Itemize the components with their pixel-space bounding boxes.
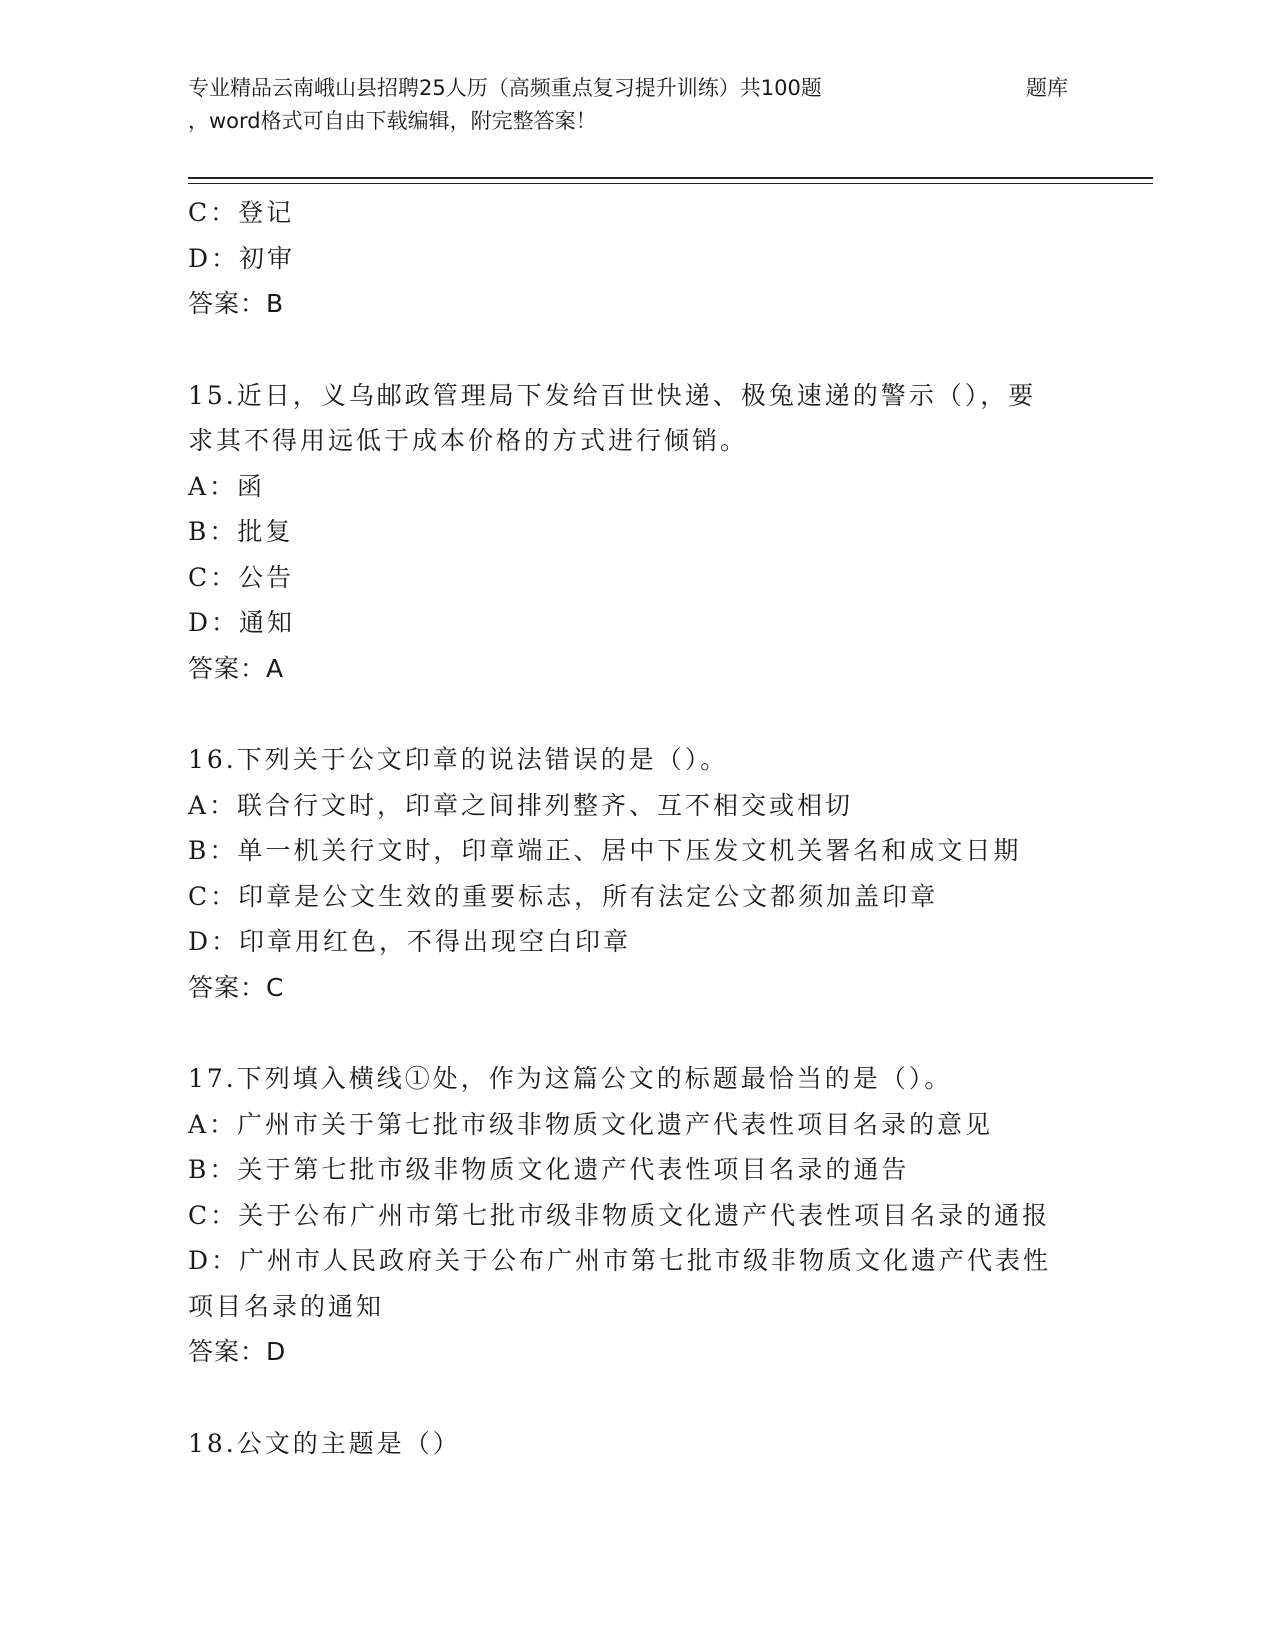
- question-stem: 15.近日，义乌邮政管理局下发给百世快递、极兔速递的警示（），要: [188, 380, 1037, 410]
- header-rule-thin: [188, 183, 1153, 184]
- option-line: C：公告: [188, 562, 295, 592]
- question-block-17: [188, 1056, 1068, 1375]
- question-block-15: [188, 373, 1068, 692]
- option-line: A：广州市关于第七批市级非物质文化遗产代表性项目名录的意见: [188, 1109, 994, 1139]
- answer-line: 答案：B: [188, 289, 285, 318]
- option-line: D：广州市人民政府关于公布广州市第七批市级非物质文化遗产代表性: [188, 1246, 1052, 1275]
- question-block-14: [188, 190, 1068, 327]
- answer-line: 答案：C: [188, 972, 285, 1002]
- question-stem: 18.公文的主题是（）: [188, 1428, 461, 1458]
- answer-line: 答案：D: [188, 1337, 287, 1366]
- header-title: 专业精品云南峨山县招聘25人历（高频重点复习提升训练）共100题: [188, 76, 822, 100]
- option-line: D：印章用红色，不得出现空白印章: [188, 927, 632, 956]
- question-stem: 求其不得用远低于成本价格的方式进行倾销。: [188, 426, 749, 455]
- header-tag: 题库: [1026, 76, 1068, 100]
- option-line: D：通知: [188, 608, 296, 637]
- option-line: C：登记: [188, 198, 295, 227]
- question-block-18: [188, 1421, 1068, 1467]
- option-line: 项目名录的通知: [188, 1291, 385, 1321]
- answer-line: 答案：A: [188, 653, 285, 683]
- option-line: C：印章是公文生效的重要标志，所有法定公文都须加盖印章: [188, 881, 939, 911]
- option-line: B：关于第七批市级非物质文化遗产代表性项目名录的通告: [188, 1155, 910, 1184]
- option-line: B：单一机关行文时，印章端正、居中下压发文机关署名和成文日期: [188, 836, 1022, 865]
- option-line: C：关于公布广州市第七批市级非物质文化遗产代表性项目名录的通报: [188, 1200, 1051, 1230]
- page-header: [188, 72, 1068, 138]
- option-line: A：函: [188, 471, 266, 501]
- header-rule-thick: [188, 177, 1153, 179]
- header-subtitle: ，word格式可自由下载编辑，附完整答案！: [188, 109, 597, 133]
- option-line: B：批复: [188, 517, 294, 546]
- document-body: [188, 190, 1068, 1466]
- option-line: D：初审: [188, 243, 296, 273]
- question-stem: 16.下列关于公文印章的说法错误的是（）。: [188, 745, 729, 774]
- question-block-16: [188, 737, 1068, 1010]
- option-line: A：联合行文时，印章之间排列整齐、互不相交或相切: [188, 790, 854, 820]
- question-stem: 17.下列填入横线①处，作为这篇公文的标题最恰当的是（）。: [188, 1064, 953, 1093]
